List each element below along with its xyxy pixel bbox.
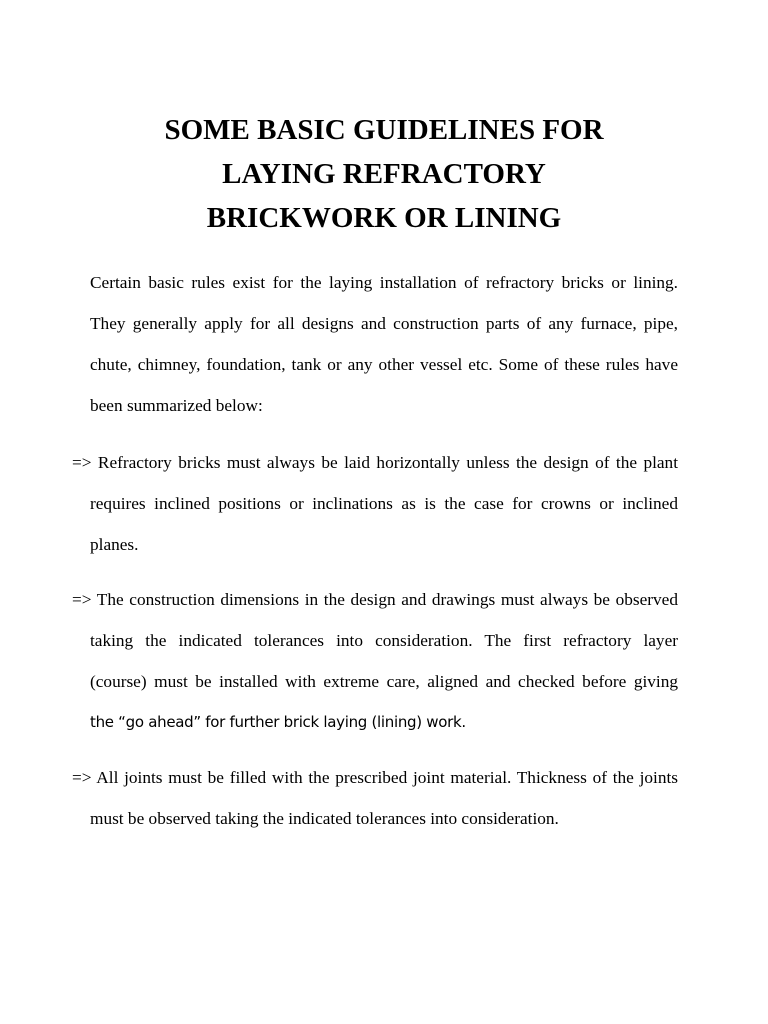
title-line: BRICKWORK OR LINING xyxy=(206,202,562,234)
text-line: => The construction dimensions in the design and drawings must always be observed xyxy=(72,590,678,609)
text-line: Certain basic rules exist for the laying installation of refractory bricks or lining. xyxy=(90,273,678,292)
text-line: requires inclined positions or inclinations as is the case for crowns or inclined xyxy=(90,494,678,513)
text-line: planes. xyxy=(90,535,139,554)
document-title xyxy=(60,108,708,240)
text-line: taking the indicated tolerances into consideration. The first refractory layer xyxy=(90,631,678,650)
title-line: SOME BASIC GUIDELINES FOR xyxy=(164,114,604,146)
text-line: must be observed taking the indicated tolerances into consideration. xyxy=(90,809,559,828)
text-line: the “go ahead” for further brick laying (lining) work. xyxy=(90,713,466,731)
text-line: They generally apply for all designs and construction parts of any furnace, pipe, xyxy=(90,314,678,333)
text-line: been summarized below: xyxy=(90,396,263,415)
title-line: LAYING REFRACTORY xyxy=(222,158,546,190)
intro-paragraph xyxy=(90,262,678,426)
text-line: => Refractory bricks must always be laid horizontally unless the design of the plant xyxy=(72,453,678,472)
text-line: (course) must be installed with extreme care, aligned and checked before giving xyxy=(90,672,678,691)
text-line: chute, chimney, foundation, tank or any other vessel etc. Some of these rules have xyxy=(90,355,678,374)
rule-paragraph xyxy=(72,442,678,565)
rule-paragraph xyxy=(72,579,678,743)
rule-paragraph xyxy=(72,757,678,839)
text-line: => All joints must be filled with the prescribed joint material. Thickness of the joints xyxy=(72,768,678,787)
